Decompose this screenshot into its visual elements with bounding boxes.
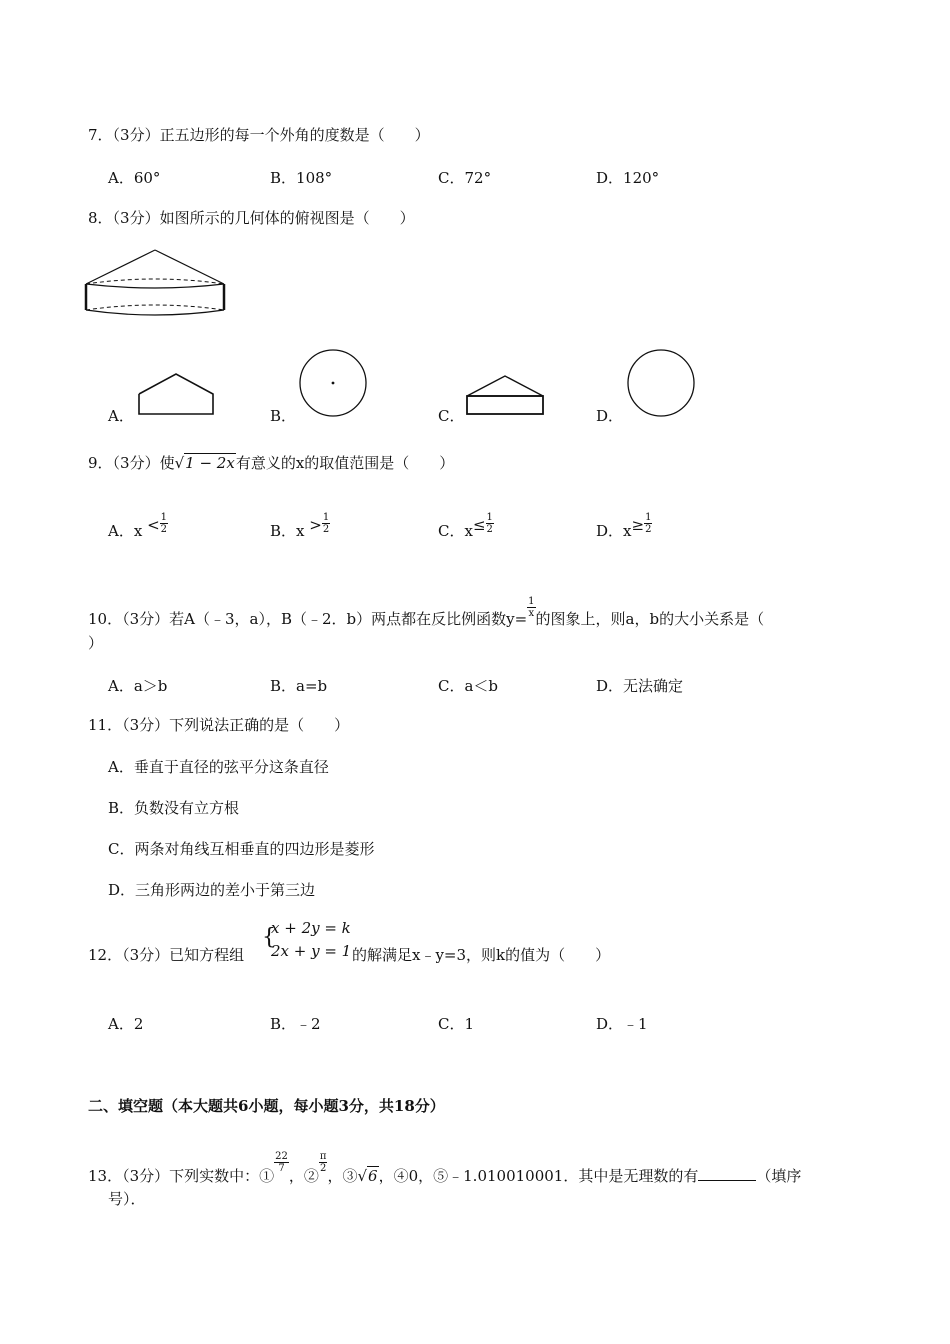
q8-solid-figure [80,244,230,320]
q11-option-c: C．两条对角线互相垂直的四边形是菱形 [108,840,375,858]
q13-sqrt: √6 [357,1167,378,1185]
q12-eq2: 2x + y = 1 [271,942,352,960]
q8-option-a-figure [136,372,216,416]
q13-stem-line2: 号）． [108,1190,146,1208]
q7-option-a: A．60° [108,169,161,187]
q12-stem-suffix: 的解满足x﹣y=3，则k的值为（ ） [352,946,611,964]
q10-stem: 10．（3分）若A（﹣3，a），B（﹣2．b）两点都在反比例函数y= $\frac{1}{x}$ 的图象上，则a，b的大小关系是（ [88,596,765,628]
q9-option-d: D．x≥ $\frac{1}{2}$ [596,512,652,540]
q10-option-b: B．a=b [270,677,328,695]
q12-option-a: A．2 [108,1015,144,1033]
q8-option-c-figure [464,374,546,416]
q9-sqrt: √1 − 2x [174,454,235,472]
q7-option-d: D．120° [596,169,660,187]
q12-eq1: x + 2y = k [271,919,351,937]
q12-stem-prefix: 12．（3分）已知方程组 [88,946,245,964]
q8-label-c: C． [438,407,465,425]
q9-option-b: B．x > $\frac{1}{2}$ [270,512,330,540]
section-heading: 二、填空题（本大题共6小题，每小题3分，共18分） [88,1097,445,1115]
q9-stem: 9．（3分）使√1 − 2x有意义的x的取值范围是（ ） [88,454,455,472]
q10-stem-line2: ） [88,634,104,652]
q7-option-c: C．72° [438,169,492,187]
q10-option-c: C．a＜b [438,677,499,695]
q12-brace: { [262,925,276,950]
q8-option-b-figure [298,348,368,418]
q12-option-d: D．﹣1 [596,1015,648,1033]
q7-option-b: B．108° [270,169,333,187]
q8-label-d: D． [596,407,624,425]
q11-stem: 11．（3分）下列说法正确的是（ ） [88,716,350,734]
q8-label-a: A． [108,407,134,425]
q9-option-c: C．x≤ $\frac{1}{2}$ [438,512,493,540]
q8-label-b: B． [270,407,297,425]
q9-option-a: A．x < $\frac{1}{2}$ [108,512,168,540]
q12-option-b: B．﹣2 [270,1015,321,1033]
q11-option-a: A．垂直于直径的弦平分这条直径 [108,758,329,776]
q8-stem: 8．（3分）如图所示的几何体的俯视图是（ ） [88,209,415,227]
q10-option-d: D．无法确定 [596,677,684,695]
q11-option-d: D．三角形两边的差小于第三边 [108,881,316,899]
q7-stem: 7．（3分）正五边形的每一个外角的度数是（ ） [88,126,430,144]
q11-option-b: B．负数没有立方根 [108,799,240,817]
q8-option-d-figure [626,348,696,418]
q13-stem: 13．（3分）下列实数中：① $\frac{22}{7}$ ，② $\frac{\pi}{2}$ ，③√6，④0，⑤﹣1.010010001．其中是无理数的有 （填序 [88,1151,802,1185]
q10-option-a: A．a＞b [108,677,168,695]
q13-answer-blank[interactable] [698,1166,756,1181]
q12-option-c: C．1 [438,1015,475,1033]
